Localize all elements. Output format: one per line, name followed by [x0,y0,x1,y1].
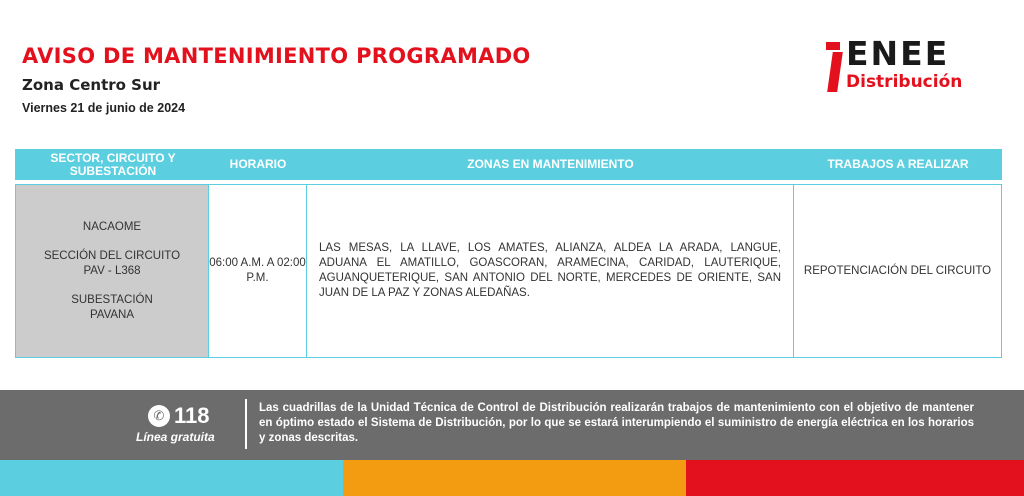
table-header [15,149,1002,180]
zones-text: LAS MESAS, LA LLAVE, LOS AMATES, ALIANZA, ALDEA LA ARADA, LANGUE, ADUANA EL AMATILLO, GOASCORAN, ARAMECINA, CARIDAD, LAUTERIQUE, AGUANQUETERIQUE, SAN ANTONIO DEL NORTE, MERCEDES DE ORIENTE, SAN JUAN DE LA PAZ Y ZONAS ALEDAÑAS. [319,242,781,299]
circuit-code: PAV - L368 [83,264,141,277]
stripe-cyan [0,460,343,496]
works-text: REPOTENCIACIÓN DEL CIRCUITO [803,264,992,277]
substation-name: PAVANA [89,308,135,321]
phone-icon: ✆ [148,405,170,427]
stripe-orange [343,460,686,496]
notice-date: Viernes 21 de junio de 2024 [22,101,186,115]
phone-label: Línea gratuita [136,430,215,444]
logo-wordmark: ENEE [846,34,950,73]
column-header-schedule: HORARIO [229,157,287,171]
cell-sector [15,184,209,358]
column-header-zones: ZONAS EN MANTENIMIENTO [467,157,634,171]
substation-info [71,293,153,323]
schedule-text: 06:00 A.M. A 02:00 P.M. [209,257,306,284]
logo-mark-icon [826,42,840,92]
circuit-info [44,249,180,279]
substation-label: SUBESTACIÓN [71,293,153,306]
stripe-red [686,460,1024,496]
column-header-sector: SECTOR, CIRCUITO Y SUBESTACIÓN [50,150,176,178]
footer-banner [0,390,1024,460]
circuit-label: SECCIÓN DEL CIRCUITO [43,249,181,262]
sector-name: NACAOME [82,220,142,233]
footer-divider [245,399,247,449]
cell-zones [307,184,794,358]
hotline [136,404,231,444]
footer-notice: Las cuadrillas de la Unidad Técnica de Control de Distribución realizarán trabajos de mantenimiento con el objetivo de mantener en óptimo estado el Sistema de Distribución, por lo que se estará interumpiendo el suministro de energía eléctrica en los horarios y zonas descritas. [259,402,974,444]
table-row [15,184,1002,358]
logo-subtitle: Distribución [846,72,963,92]
phone-number: 118 [174,403,210,428]
page-title: AVISO DE MANTENIMIENTO PROGRAMADO [22,44,531,68]
cell-works [794,184,1002,358]
enee-logo [822,34,997,96]
zone-subtitle: Zona Centro Sur [22,76,161,94]
column-header-works: TRABAJOS A REALIZAR [827,157,969,171]
cell-schedule [209,184,307,358]
